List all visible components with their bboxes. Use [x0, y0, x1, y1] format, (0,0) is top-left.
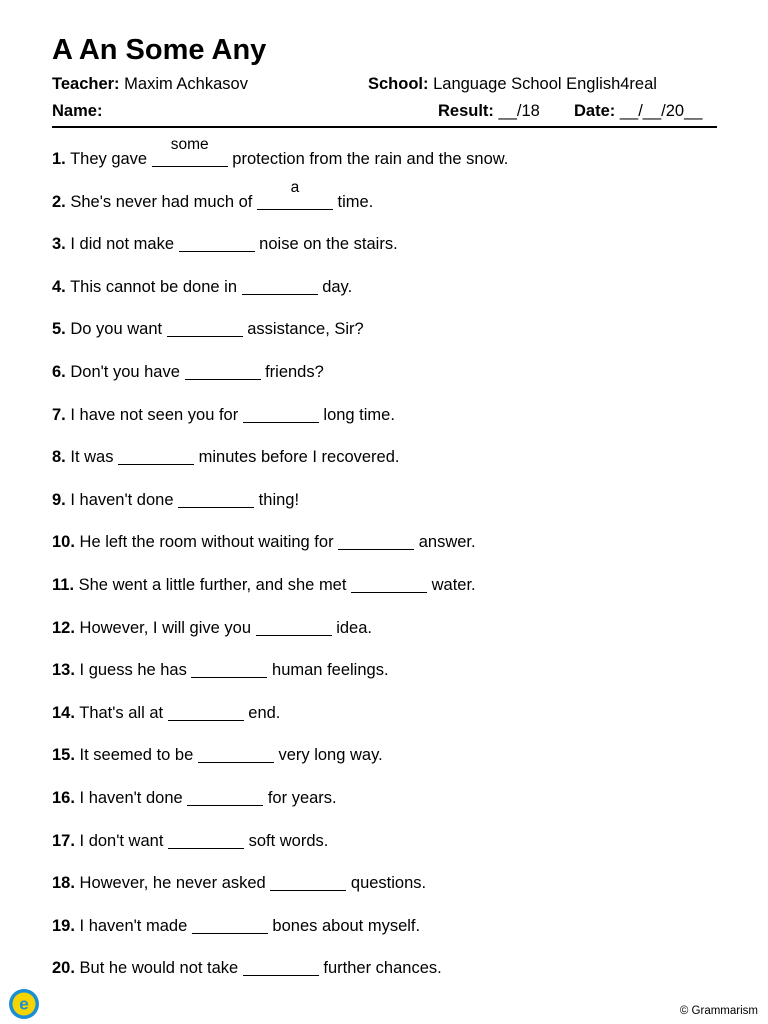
date-info [574, 100, 702, 122]
question-text-before: Don't you have [70, 362, 185, 381]
copyright-notice: © Grammarism [679, 1005, 758, 1017]
question-list [52, 136, 732, 995]
result-label: Result: [438, 102, 494, 120]
english4real-e-logo-icon [8, 988, 40, 1020]
question-text-before: They gave [70, 150, 152, 168]
header-divider [52, 126, 717, 128]
question-number: 6. [52, 362, 66, 381]
question-number: 16. [52, 788, 75, 807]
question-item [52, 910, 732, 953]
question-item [52, 697, 732, 740]
question-item [52, 867, 732, 910]
question-number: 7. [52, 405, 66, 424]
question-number: 17. [52, 831, 75, 850]
answer-blank[interactable] [167, 314, 243, 334]
question-text-after: answer. [414, 533, 476, 552]
answer-blank[interactable] [187, 783, 263, 803]
question-item [52, 441, 732, 484]
question-number: 18. [52, 874, 75, 893]
answer-blank[interactable] [338, 527, 414, 547]
question-text-after: day. [317, 277, 353, 296]
question-number: 10. [52, 533, 75, 552]
question-number: 5. [52, 320, 66, 339]
question-item [52, 484, 732, 527]
answer-blank[interactable] [198, 740, 274, 760]
question-text-before: This cannot be done in [70, 277, 242, 296]
question-item [52, 782, 732, 825]
question-number: 9. [52, 490, 66, 509]
question-text-after: end. [243, 703, 281, 722]
answer-blank[interactable] [270, 868, 346, 888]
question-item [52, 136, 732, 186]
answer-blank[interactable] [242, 272, 318, 292]
question-text-before: He left the room without waiting for [79, 533, 339, 552]
question-number: 14. [52, 703, 75, 722]
answer-blank[interactable] [185, 357, 261, 377]
question-text-before: I did not make [70, 235, 179, 254]
question-text-before: Do you want [70, 320, 167, 339]
question-text-after: thing! [254, 490, 300, 509]
worksheet-title: A An Some Any [52, 34, 267, 66]
question-text-after: assistance, Sir? [242, 320, 364, 339]
question-text-before: However, I will give you [79, 618, 256, 637]
question-item [52, 271, 732, 314]
question-text-after: human feelings. [267, 661, 389, 680]
question-item [52, 739, 732, 782]
answer-blank[interactable] [192, 911, 268, 931]
answer-blank[interactable] [243, 400, 319, 420]
name-label: Name: [52, 102, 103, 120]
question-text-before: That's all at [79, 703, 168, 722]
answer-blank[interactable] [168, 698, 244, 718]
question-text-before: I haven't done [70, 490, 179, 509]
question-text-after: friends? [260, 362, 324, 381]
question-item [52, 228, 732, 271]
question-text-before: She's never had much of [70, 192, 257, 211]
question-text-after: water. [427, 575, 476, 594]
question-item [52, 612, 732, 655]
question-number: 15. [52, 746, 75, 765]
question-text-before: I have not seen you for [70, 405, 243, 424]
question-item [52, 952, 732, 995]
answer-blank[interactable] [191, 655, 267, 675]
question-text-before: However, he never asked [79, 874, 271, 893]
answer-blank[interactable] [118, 442, 194, 462]
logo-letter: e [19, 994, 29, 1014]
question-item [52, 654, 732, 697]
question-text-before: I don't want [79, 831, 168, 850]
question-text-after: further chances. [318, 959, 442, 978]
answer-blank[interactable] [256, 613, 332, 633]
question-number: 19. [52, 916, 75, 935]
question-number: 3. [52, 235, 66, 254]
question-number: 20. [52, 959, 75, 978]
answer-blank[interactable] [178, 485, 254, 505]
date-label: Date: [574, 102, 616, 120]
question-text-after: for years. [263, 788, 337, 807]
question-item [52, 399, 732, 442]
result-info [438, 100, 540, 122]
question-number: 4. [52, 277, 66, 296]
question-number: 12. [52, 618, 75, 637]
question-item [52, 313, 732, 356]
question-text-before: She went a little further, and she met [78, 575, 352, 594]
question-text-before: It was [70, 448, 119, 467]
date-value: __/__/20__ [619, 102, 703, 120]
teacher-value: Maxim Achkasov [124, 75, 248, 93]
question-text-after: time. [332, 192, 374, 211]
answer-blank[interactable] [179, 229, 255, 249]
question-text-before: I haven't made [79, 916, 192, 935]
question-text-after: questions. [346, 874, 427, 893]
answer-blank[interactable] [351, 570, 427, 590]
question-text-after: protection from the rain and the snow. [227, 150, 509, 168]
question-item [52, 569, 732, 612]
name-info [52, 100, 102, 122]
school-info [368, 73, 657, 95]
result-value: __/18 [498, 102, 540, 120]
answer-text: some [170, 136, 209, 153]
question-text-after: minutes before I recovered. [194, 448, 400, 467]
teacher-info [52, 73, 248, 95]
answer-blank[interactable] [152, 136, 228, 164]
question-item [52, 178, 732, 229]
question-number: 2. [52, 192, 66, 211]
question-item [52, 526, 732, 569]
question-text-before: It seemed to be [79, 746, 198, 765]
question-number: 13. [52, 661, 75, 680]
question-text-after: soft words. [244, 831, 329, 850]
question-text-before: I haven't done [79, 788, 188, 807]
answer-text: a [290, 178, 300, 196]
school-value: Language School English4real [433, 75, 657, 93]
question-number: 1. [52, 150, 66, 168]
question-item [52, 825, 732, 868]
answer-blank[interactable] [168, 826, 244, 846]
answer-blank[interactable] [257, 178, 333, 207]
question-text-after: very long way. [273, 746, 383, 765]
question-text-before: I guess he has [79, 661, 192, 680]
question-text-after: bones about myself. [267, 916, 421, 935]
school-label: School: [368, 75, 429, 93]
teacher-label: Teacher: [52, 75, 120, 93]
question-text-after: noise on the stairs. [254, 235, 398, 254]
question-text-after: long time. [318, 405, 395, 424]
answer-blank[interactable] [243, 953, 319, 973]
question-text-after: idea. [331, 618, 372, 637]
question-item [52, 356, 732, 399]
question-number: 11. [52, 575, 75, 594]
question-text-before: But he would not take [79, 959, 243, 978]
question-number: 8. [52, 448, 66, 467]
